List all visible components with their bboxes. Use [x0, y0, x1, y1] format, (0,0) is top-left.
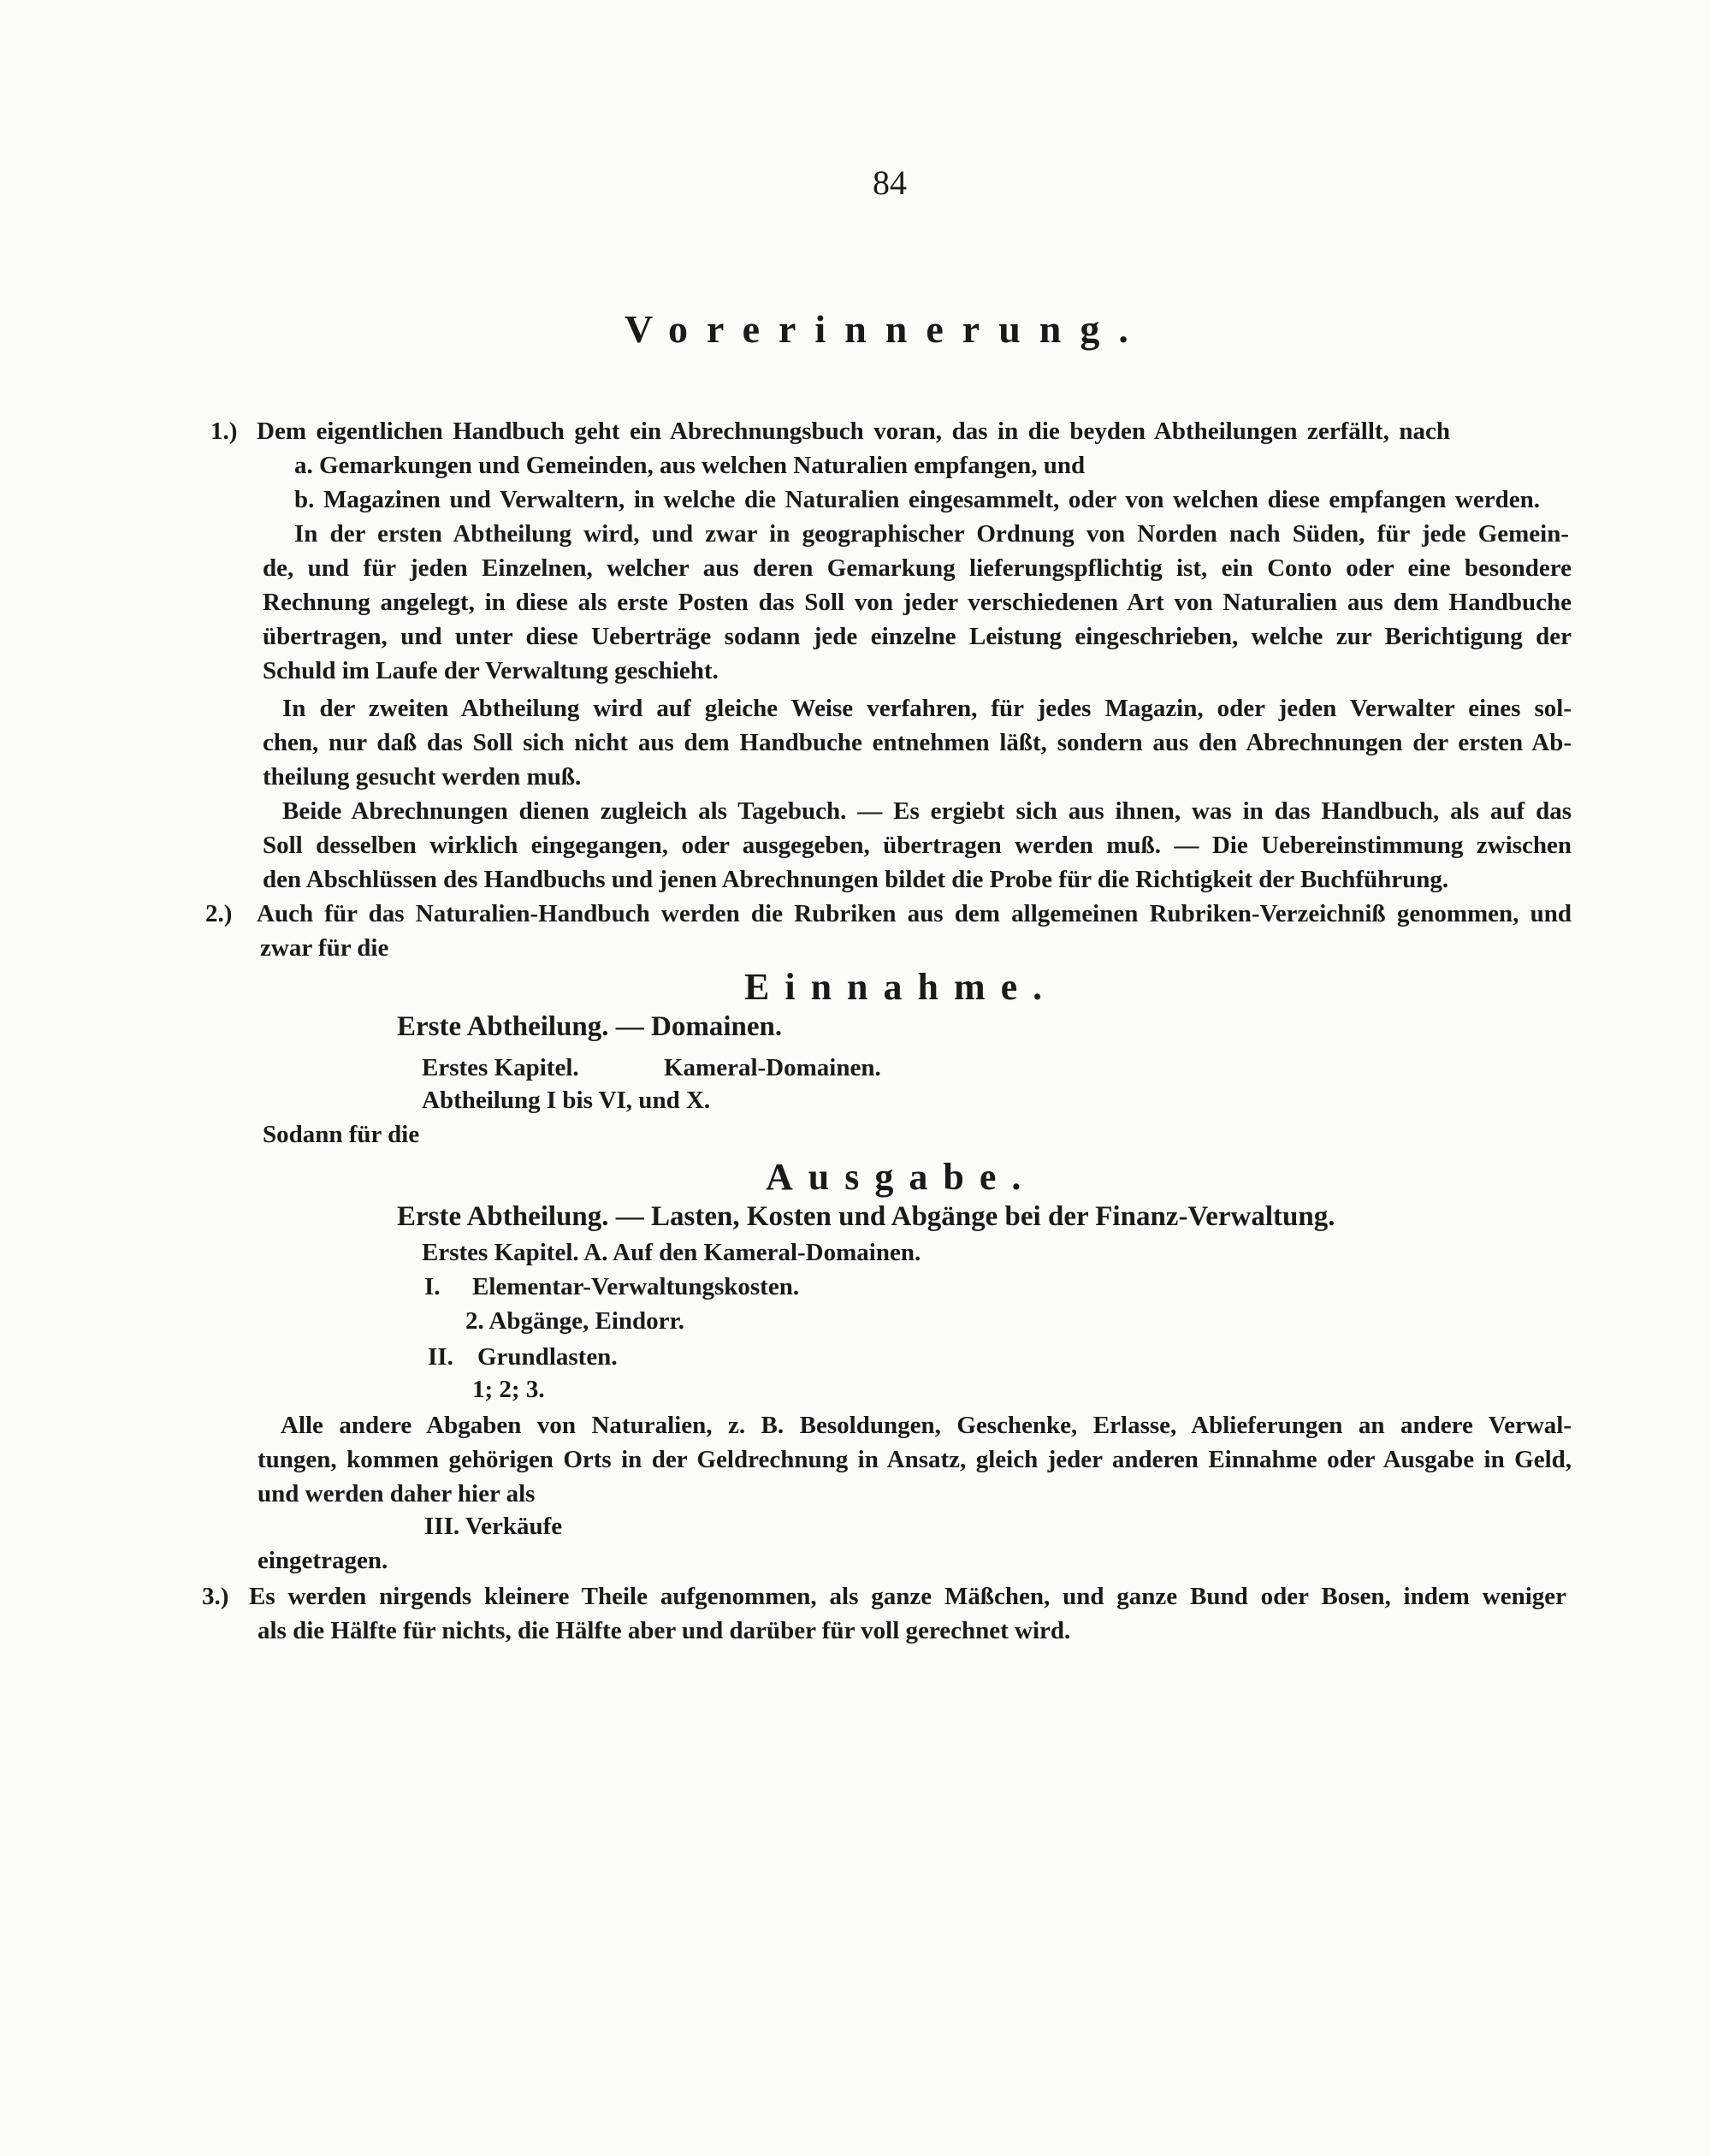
item-number: II.	[428, 1343, 453, 1371]
text-line: Alle andere Abgaben von Naturalien, z. B. Besoldungen, Geschenke, Erlasse, Ablieferungen an andere Verwal-	[281, 1412, 1572, 1439]
abtheilung-heading: Erste Abtheilung. — Lasten, Kosten und Abgänge bei der Finanz-Verwaltung.	[397, 1201, 1335, 1232]
heading-einnahme: Einnahme.	[744, 966, 1058, 1008]
text-line: Sodann für die	[263, 1121, 420, 1148]
text-line: und werden daher hier als	[258, 1480, 536, 1507]
text-line: zwar für die	[260, 934, 389, 962]
text-line: In der ersten Abtheilung wird, und zwar in geographischer Ordnung von Norden nach Süden, für jede Gemein-	[294, 520, 1569, 548]
section-number: 2.)	[205, 900, 233, 927]
section-number: 1.)	[210, 418, 238, 445]
text-line: de, und für jeden Einzelnen, welcher aus deren Gemarkung lieferungspflichtig ist, ein Conto oder eine besondere	[263, 554, 1572, 582]
item-text: Elementar-Verwaltungskosten.	[472, 1273, 800, 1300]
text-line: Es werden nirgends kleinere Theile aufgenommen, als ganze Mäßchen, und ganze Bund oder Bosen, indem weniger	[249, 1583, 1566, 1610]
text-line: eingetragen.	[258, 1547, 388, 1574]
text-line: den Abschlüssen des Handbuchs und jenen Abrechnungen bildet die Probe für die Richtigkeit der Buchführung.	[263, 866, 1449, 893]
list-item-b: b. Magazinen und Verwaltern, in welche die Naturalien eingesammelt, oder von welchen diese empfangen werden.	[294, 486, 1540, 513]
text-line: Soll desselben wirklich eingegangen, oder ausgegeben, übertragen werden muß. — Die Uebereinstimmung zwischen	[263, 832, 1572, 859]
text-line: als die Hälfte für nichts, die Hälfte aber und darüber für voll gerechnet wird.	[258, 1617, 1071, 1644]
kapitel-label: Erstes Kapitel.	[422, 1054, 579, 1081]
abtheilung-range: Abtheilung I bis VI, und X.	[422, 1087, 711, 1114]
page-title: Vorerinnerung.	[625, 307, 1147, 351]
text-line: Auch für das Naturalien-Handbuch werden die Rubriken aus dem allgemeinen Rubriken-Verzeichniß genommen, und	[257, 900, 1572, 927]
text-line: Rechnung angelegt, in diese als erste Posten das Soll von jeder verschiedenen Art von Naturalien aus dem Handbuche	[263, 589, 1572, 616]
text-line: Dem eigentlichen Handbuch geht ein Abrechnungsbuch voran, das in die beyden Abtheilungen zerfällt, nach	[257, 418, 1450, 445]
abtheilung-heading: Erste Abtheilung. — Domainen.	[397, 1011, 783, 1042]
item-text: III. Verkäufe	[424, 1513, 563, 1540]
text-line: übertragen, und unter diese Ueberträge sodann jede einzelne Leistung eingeschrieben, welche zur Berichtigung der	[263, 623, 1572, 650]
text-line: In der zweiten Abtheilung wird auf gleiche Weise verfahren, für jedes Magazin, oder jeden Verwalter eines sol-	[282, 695, 1572, 722]
kapitel-label: Erstes Kapitel. A. Auf den Kameral-Domainen.	[422, 1239, 921, 1266]
page-number: 84	[873, 163, 907, 202]
text-line: chen, nur daß das Soll sich nicht aus dem Handbuche entnehmen läßt, sondern aus den Abrechnungen der ersten Ab-	[263, 729, 1572, 756]
item-text: 1; 2; 3.	[472, 1376, 545, 1403]
heading-ausgabe: Ausgabe.	[766, 1156, 1037, 1198]
text-line: Beide Abrechnungen dienen zugleich als Tagebuch. — Es ergiebt sich aus ihnen, was in das Handbuch, als auf das	[282, 797, 1572, 825]
kapitel-name: Kameral-Domainen.	[664, 1054, 881, 1081]
text-line: theilung gesucht werden muß.	[263, 763, 582, 791]
list-item-a: a. Gemarkungen und Gemeinden, aus welchen Naturalien empfangen, und	[294, 452, 1086, 479]
item-number: I.	[424, 1273, 441, 1300]
item-text: Grundlasten.	[477, 1343, 618, 1371]
section-number: 3.)	[202, 1583, 229, 1610]
text-line: Schuld im Laufe der Verwaltung geschieht.	[263, 657, 719, 684]
item-text: 2. Abgänge, Eindorr.	[465, 1307, 684, 1335]
text-line: tungen, kommen gehörigen Orts in der Geldrechnung in Ansatz, gleich jeder anderen Einnahme oder Ausgabe in Geld,	[258, 1446, 1572, 1473]
